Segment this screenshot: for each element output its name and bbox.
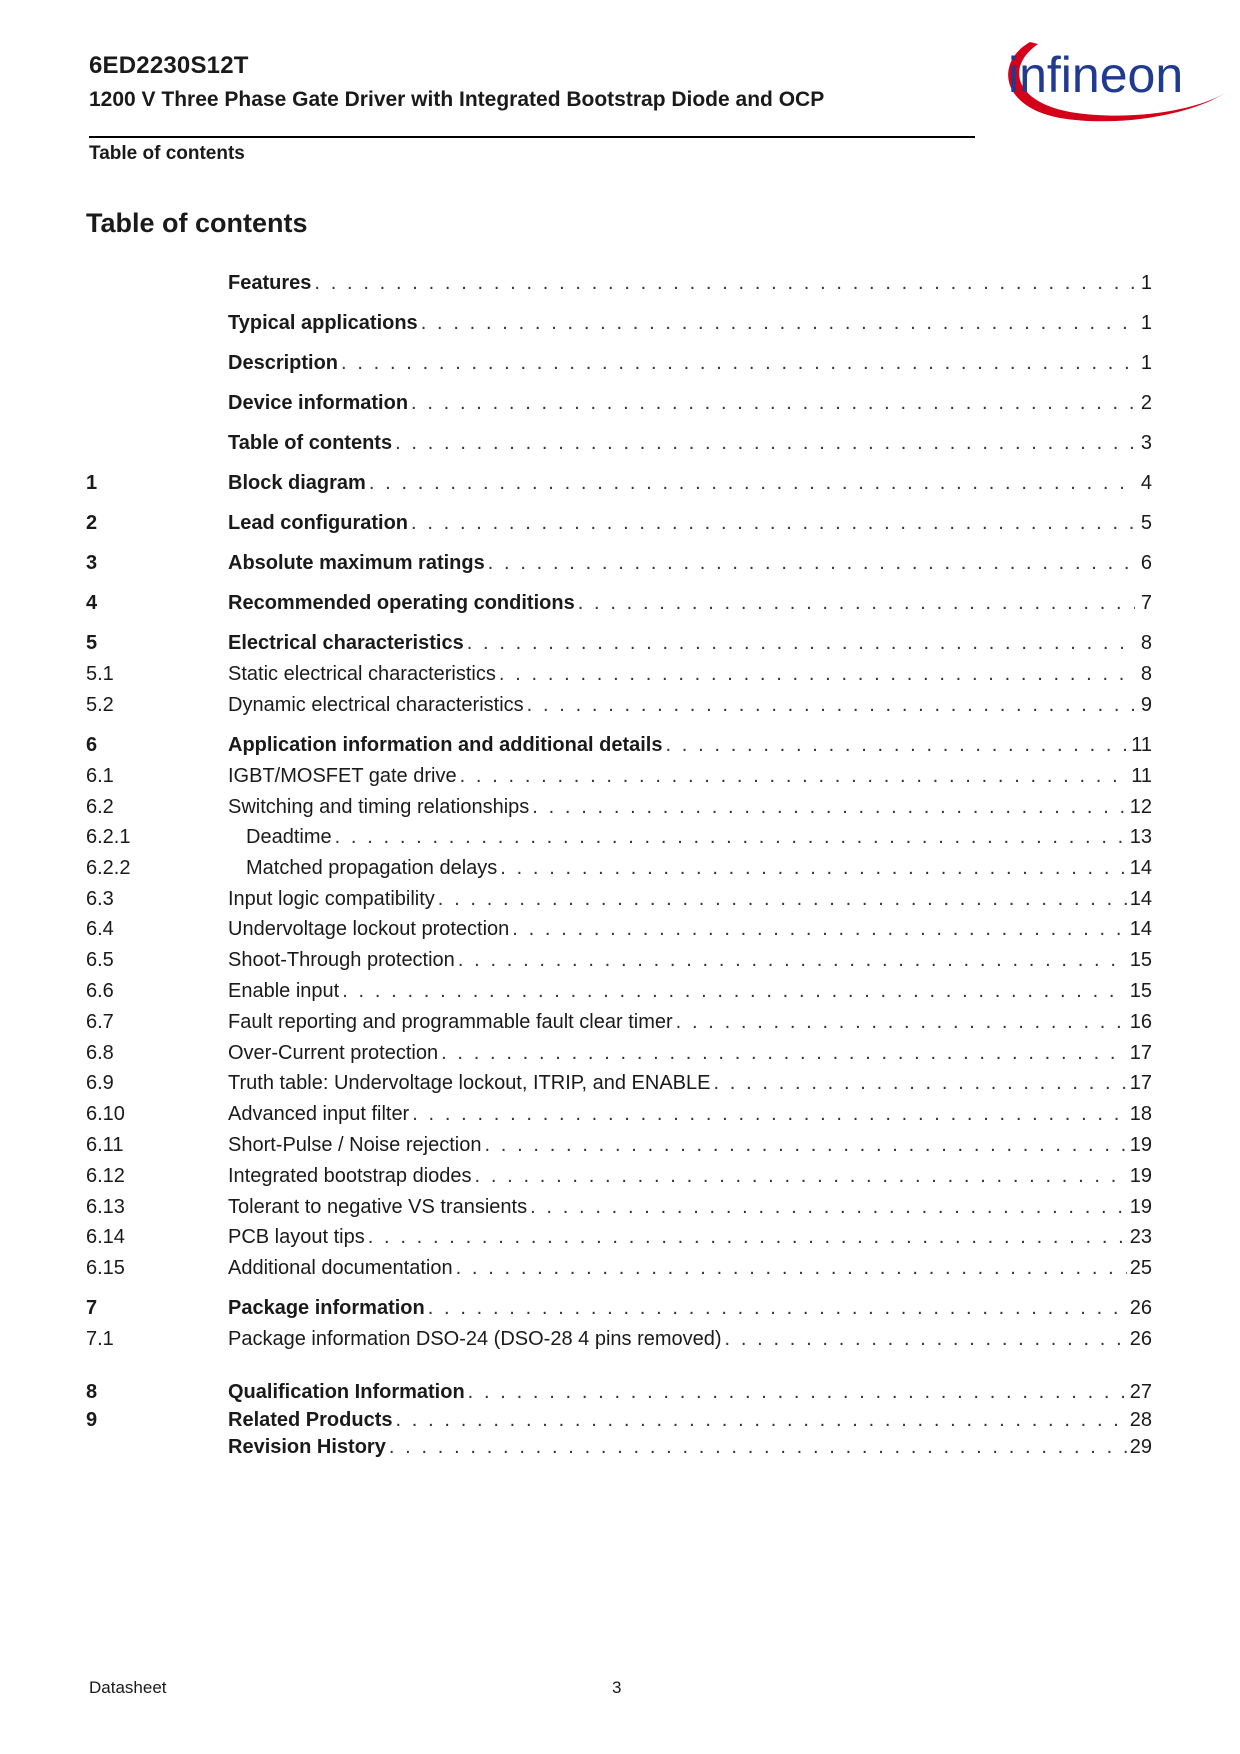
toc-entry-title[interactable]: Table of contents xyxy=(228,432,393,454)
toc-entry-title[interactable]: Absolute maximum ratings xyxy=(228,552,485,574)
toc-entry-page[interactable]: 2 xyxy=(1140,392,1152,414)
toc-leader-dots xyxy=(441,1040,1127,1066)
toc-entry-title[interactable]: Additional documentation xyxy=(228,1257,453,1279)
toc-entry-title[interactable]: Application information and additional details xyxy=(228,734,663,756)
toc-entry-number: 6.8 xyxy=(86,1042,114,1064)
toc-heading: Table of contents xyxy=(86,208,308,238)
toc-entry-page[interactable]: 14 xyxy=(1129,857,1152,879)
toc-entry-title[interactable]: Device information xyxy=(228,392,409,414)
toc-entry-title[interactable]: Over-Current protection xyxy=(228,1042,439,1064)
toc-entry-number: 6.2 xyxy=(86,796,114,818)
toc-entry-title[interactable]: Block diagram xyxy=(228,472,366,494)
toc-entry[interactable] xyxy=(86,1322,1152,1352)
toc-leader-dots xyxy=(369,470,1135,496)
toc-entry-title[interactable]: Input logic compatibility xyxy=(228,888,435,910)
toc-entry-page[interactable]: 25 xyxy=(1129,1257,1152,1279)
toc-leader-dots xyxy=(500,855,1126,881)
toc-entry-page[interactable]: 13 xyxy=(1129,826,1152,848)
toc-entry-number: 6.5 xyxy=(86,949,114,971)
toc-entry-number: 6.14 xyxy=(86,1226,125,1248)
toc-entry-title[interactable]: Dynamic electrical characteristics xyxy=(228,694,524,716)
toc-entry[interactable] xyxy=(86,912,1152,942)
toc-entry-page[interactable]: 18 xyxy=(1129,1103,1152,1125)
toc-leader-dots xyxy=(467,630,1135,656)
toc-entry-title[interactable]: Fault reporting and programmable fault clear timer xyxy=(228,1011,673,1033)
toc-entry-title[interactable]: Package information DSO-24 (DSO-28 4 pins removed) xyxy=(228,1328,722,1350)
toc-entry-number: 6.1 xyxy=(86,765,114,787)
toc-leader-dots xyxy=(665,732,1128,758)
toc-entry-page[interactable]: 3 xyxy=(1140,432,1152,454)
toc-entry[interactable] xyxy=(86,1291,1152,1321)
toc-entry-number: 7.1 xyxy=(86,1328,114,1350)
toc-entry-page[interactable]: 26 xyxy=(1129,1297,1152,1319)
footer-doc-type: Datasheet xyxy=(89,1678,167,1697)
toc-entry[interactable] xyxy=(86,1403,1152,1433)
toc-entry[interactable] xyxy=(86,386,1152,416)
toc-entry-number: 3 xyxy=(86,552,98,574)
toc-entry-number: 4 xyxy=(86,592,98,614)
infineon-logo xyxy=(990,22,1228,126)
toc-entry-page[interactable]: 15 xyxy=(1129,949,1152,971)
toc-entry-title[interactable]: IGBT/MOSFET gate drive xyxy=(228,765,457,787)
toc-leader-dots xyxy=(468,1379,1127,1405)
toc-entry-page[interactable]: 15 xyxy=(1129,980,1152,1002)
header-divider xyxy=(89,136,975,138)
toc-entry-page[interactable]: 8 xyxy=(1140,663,1152,685)
toc-entry-page[interactable]: 11 xyxy=(1131,734,1152,756)
toc-entry-page[interactable]: 1 xyxy=(1140,312,1152,334)
toc-entry-title[interactable]: Qualification Information xyxy=(228,1381,465,1403)
toc-entry[interactable] xyxy=(86,1036,1152,1066)
toc-entry[interactable] xyxy=(86,626,1152,656)
toc-entry-number: 9 xyxy=(86,1409,98,1431)
toc-entry-title[interactable]: Static electrical characteristics xyxy=(228,663,496,685)
toc-entry-title[interactable]: Typical applications xyxy=(228,312,418,334)
toc-entry[interactable] xyxy=(86,851,1152,881)
toc-leader-dots xyxy=(335,824,1127,850)
toc-leader-dots xyxy=(428,1295,1127,1321)
toc-leader-dots xyxy=(532,794,1126,820)
toc-leader-dots xyxy=(389,1434,1127,1460)
toc-entry-page[interactable]: 6 xyxy=(1140,552,1152,574)
toc-leader-dots xyxy=(341,350,1135,376)
toc-leader-dots xyxy=(499,661,1135,687)
toc-leader-dots xyxy=(725,1326,1127,1352)
toc-entry-title[interactable]: Matched propagation delays xyxy=(246,857,498,879)
toc-leader-dots xyxy=(395,430,1135,456)
toc-entry-page[interactable]: 17 xyxy=(1129,1042,1152,1064)
toc-leader-dots xyxy=(421,310,1135,336)
toc-leader-dots xyxy=(411,390,1135,416)
toc-entry-number: 6.10 xyxy=(86,1103,125,1125)
toc-entry-page[interactable]: 28 xyxy=(1129,1409,1152,1431)
toc-entry[interactable] xyxy=(86,266,1152,296)
toc-entry[interactable] xyxy=(86,790,1152,820)
toc-entry-number: 6 xyxy=(86,734,98,756)
toc-entry-page[interactable]: 26 xyxy=(1129,1328,1152,1350)
toc-entry[interactable] xyxy=(86,346,1152,376)
toc-entry-number: 6.4 xyxy=(86,918,114,940)
toc-leader-dots xyxy=(460,763,1129,789)
toc-entry-number: 6.12 xyxy=(86,1165,125,1187)
toc-entry-title[interactable]: Description xyxy=(228,352,339,374)
toc-entry-title[interactable]: Switching and timing relationships xyxy=(228,796,530,818)
toc-entry-number: 6.9 xyxy=(86,1072,114,1094)
toc-entry-page[interactable]: 12 xyxy=(1129,796,1152,818)
toc-entry-page[interactable]: 29 xyxy=(1129,1436,1152,1458)
toc-leader-dots xyxy=(438,886,1127,912)
toc-leader-dots xyxy=(456,1255,1127,1281)
toc-entry-page[interactable]: 19 xyxy=(1129,1196,1152,1218)
toc-entry-number: 6.2.1 xyxy=(86,826,131,848)
toc-leader-dots xyxy=(676,1009,1127,1035)
toc-entry-number: 5 xyxy=(86,632,98,654)
toc-entry[interactable] xyxy=(86,728,1152,758)
toc-entry-number: 6.3 xyxy=(86,888,114,910)
toc-entry-title[interactable]: Undervoltage lockout protection xyxy=(228,918,510,940)
toc-entry[interactable] xyxy=(86,657,1152,687)
toc-entry[interactable] xyxy=(86,1430,1152,1460)
toc-entry[interactable] xyxy=(86,974,1152,1004)
toc-leader-dots xyxy=(458,947,1127,973)
toc-entry[interactable] xyxy=(86,1159,1152,1189)
toc-entry[interactable] xyxy=(86,820,1152,850)
toc-entry[interactable] xyxy=(86,943,1152,973)
toc-entry-page[interactable]: 16 xyxy=(1129,1011,1152,1033)
toc-entry-number: 8 xyxy=(86,1381,98,1403)
toc-leader-dots xyxy=(713,1070,1126,1096)
toc-entry-number: 6.13 xyxy=(86,1196,125,1218)
header-section-label: Table of contents xyxy=(89,143,245,164)
toc-entry-number: 5.1 xyxy=(86,663,114,685)
toc-entry-page[interactable]: 14 xyxy=(1129,888,1152,910)
toc-entry-page[interactable]: 9 xyxy=(1140,694,1152,716)
toc-entry-page[interactable]: 19 xyxy=(1129,1134,1152,1156)
toc-entry[interactable] xyxy=(86,882,1152,912)
toc-entry-title[interactable]: Truth table: Undervoltage lockout, ITRIP, and ENABLE xyxy=(228,1072,711,1094)
toc-entry-number: 6.2.2 xyxy=(86,857,131,879)
toc-entry[interactable] xyxy=(86,426,1152,456)
toc-entry-title[interactable]: Lead configuration xyxy=(228,512,408,534)
part-number: 6ED2230S12T xyxy=(89,52,249,79)
toc-entry[interactable] xyxy=(86,1097,1152,1127)
toc-entry[interactable] xyxy=(86,1251,1152,1281)
toc-entry[interactable] xyxy=(86,1066,1152,1096)
toc-entry-page[interactable]: 1 xyxy=(1140,352,1152,374)
toc-entry[interactable] xyxy=(86,546,1152,576)
toc-entry-title[interactable]: Tolerant to negative VS transients xyxy=(228,1196,528,1218)
toc-entry[interactable] xyxy=(86,688,1152,718)
toc-entry-number: 6.15 xyxy=(86,1257,125,1279)
toc-entry-title[interactable]: Recommended operating conditions xyxy=(228,592,575,614)
toc-leader-dots xyxy=(512,916,1126,942)
toc-entry-number: 5.2 xyxy=(86,694,114,716)
toc-entry[interactable] xyxy=(86,1375,1152,1405)
toc-entry-title[interactable]: Package information xyxy=(228,1297,425,1319)
toc-entry-page[interactable]: 7 xyxy=(1140,592,1152,614)
toc-entry-title[interactable]: Related Products xyxy=(228,1409,393,1431)
toc-leader-dots xyxy=(475,1163,1127,1189)
toc-entry[interactable] xyxy=(86,506,1152,536)
toc-entry-title[interactable]: Short-Pulse / Noise rejection xyxy=(228,1134,482,1156)
toc-entry[interactable] xyxy=(86,759,1152,789)
toc-entry-page[interactable]: 23 xyxy=(1129,1226,1152,1248)
toc-entry[interactable] xyxy=(86,586,1152,616)
toc-leader-dots xyxy=(484,1132,1126,1158)
toc-entry-number: 2 xyxy=(86,512,98,534)
footer-page-number: 3 xyxy=(612,1678,622,1697)
toc-entry-page[interactable]: 17 xyxy=(1129,1072,1152,1094)
toc-leader-dots xyxy=(411,510,1135,536)
toc-leader-dots xyxy=(578,590,1135,616)
toc-entry-page[interactable]: 27 xyxy=(1129,1381,1152,1403)
toc-entry-title[interactable]: PCB layout tips xyxy=(228,1226,365,1248)
toc-leader-dots xyxy=(527,692,1135,718)
toc-entry-title[interactable]: Advanced input filter xyxy=(228,1103,410,1125)
toc-entry-page[interactable]: 4 xyxy=(1140,472,1152,494)
toc-entry[interactable] xyxy=(86,1005,1152,1035)
toc-entry-page[interactable]: 14 xyxy=(1129,918,1152,940)
toc-leader-dots xyxy=(530,1194,1127,1220)
toc-leader-dots xyxy=(342,978,1127,1004)
toc-entry-title[interactable]: Shoot-Through protection xyxy=(228,949,455,971)
toc-entry-number: 6.11 xyxy=(86,1134,124,1156)
toc-entry-title[interactable]: Revision History xyxy=(228,1436,386,1458)
toc-entry-title[interactable]: Electrical characteristics xyxy=(228,632,464,654)
toc-entry-number: 1 xyxy=(86,472,98,494)
toc-leader-dots xyxy=(314,270,1135,296)
toc-entry-title[interactable]: Deadtime xyxy=(246,826,332,848)
toc-entry[interactable] xyxy=(86,306,1152,336)
toc-entry[interactable] xyxy=(86,1128,1152,1158)
toc-entry-page[interactable]: 11 xyxy=(1131,765,1152,787)
toc-entry-page[interactable]: 19 xyxy=(1129,1165,1152,1187)
toc-leader-dots xyxy=(368,1224,1127,1250)
document-subtitle: 1200 V Three Phase Gate Driver with Integrated Bootstrap Diode and OCP xyxy=(89,88,825,111)
toc-leader-dots xyxy=(412,1101,1127,1127)
toc-entry-page[interactable]: 8 xyxy=(1140,632,1152,654)
toc-leader-dots xyxy=(488,550,1135,576)
toc-entry-title[interactable]: Integrated bootstrap diodes xyxy=(228,1165,472,1187)
toc-entry-page[interactable]: 5 xyxy=(1140,512,1152,534)
toc-entry-title[interactable]: Features xyxy=(228,272,312,294)
toc-entry-title[interactable]: Enable input xyxy=(228,980,340,1002)
toc-entry[interactable] xyxy=(86,1190,1152,1220)
toc-entry-page[interactable]: 1 xyxy=(1140,272,1152,294)
toc-entry[interactable] xyxy=(86,1220,1152,1250)
toc-entry-number: 6.7 xyxy=(86,1011,114,1033)
toc-entry[interactable] xyxy=(86,466,1152,496)
toc-entry-number: 7 xyxy=(86,1297,98,1319)
toc-entry-number: 6.6 xyxy=(86,980,114,1002)
logo-wordmark: infineon xyxy=(1008,47,1184,103)
